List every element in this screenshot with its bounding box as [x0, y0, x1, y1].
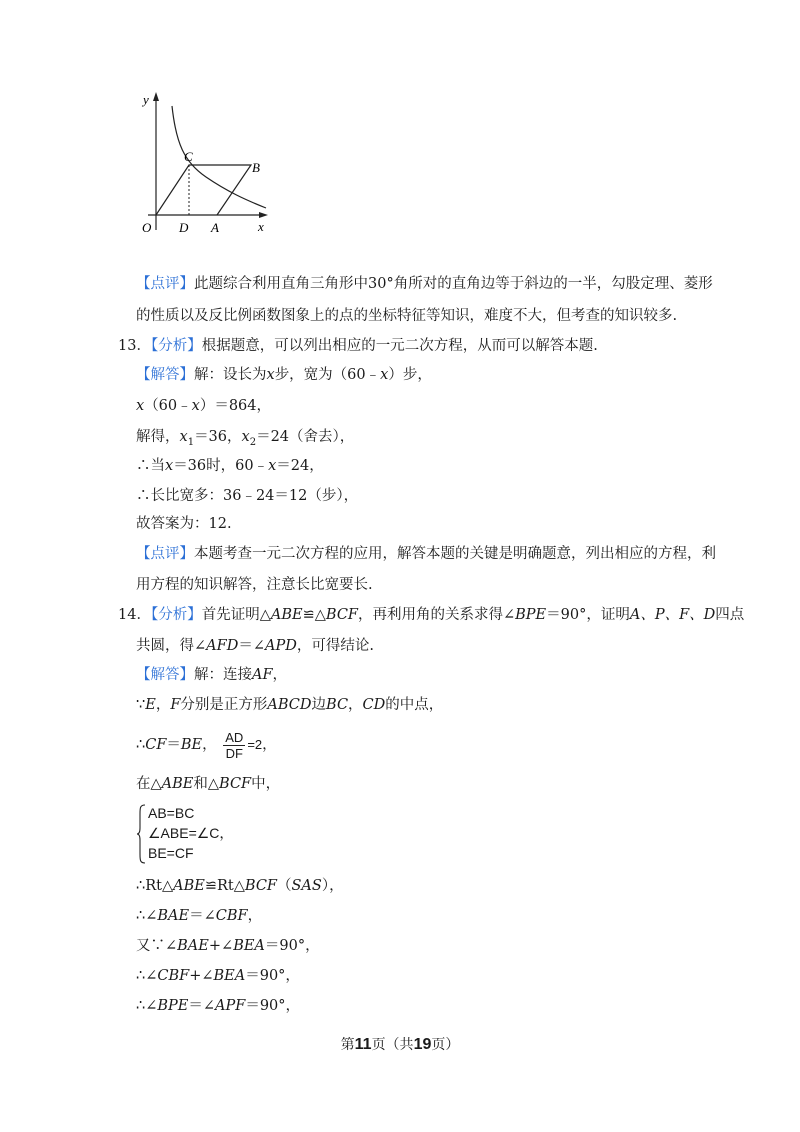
question-number: 14．: [118, 607, 151, 623]
text: ∴长比宽多：36﹣24＝12（步），: [136, 488, 359, 504]
var: BC: [326, 697, 349, 713]
var-x: x: [136, 398, 145, 414]
var: ABCD: [267, 697, 312, 713]
review-tag: 【点评】: [136, 546, 194, 562]
label-o: O: [142, 220, 152, 235]
text: ，再利用角的关系求得∠: [357, 607, 516, 623]
text: 解：设长为: [194, 367, 267, 383]
text: 故答案为：12.: [136, 516, 232, 532]
text: ∠ABE=∠C: [148, 825, 220, 841]
text: 在△: [136, 776, 162, 792]
label-b: B: [252, 160, 260, 175]
q14-answer-intro: [136, 665, 287, 685]
p12-review-line2: [136, 306, 677, 326]
text: ），: [321, 878, 344, 894]
text: 又∵∠: [136, 938, 178, 954]
q13-solution: [136, 427, 354, 453]
rhombus: [156, 165, 251, 215]
var-x: x: [268, 458, 277, 474]
page-footer: [0, 1034, 800, 1054]
text: ）步，: [388, 367, 432, 383]
var-x: x: [165, 458, 174, 474]
text: ）＝864，: [199, 398, 272, 414]
label-x: x: [258, 219, 264, 234]
text: ，: [202, 737, 217, 753]
text: 第: [340, 1037, 355, 1053]
hyperbola-rhombus-figure: [136, 88, 276, 240]
var: BEA: [233, 938, 265, 954]
text: ，: [155, 697, 171, 713]
q13-diff: [136, 486, 358, 506]
text: ∴∠: [136, 908, 158, 924]
q14-step2: [136, 728, 277, 762]
var: CF: [145, 737, 167, 753]
subscript: 2: [249, 436, 257, 448]
var: BEA: [213, 968, 246, 984]
q14-analysis-line2: [136, 636, 374, 656]
subscript: 1: [187, 436, 195, 448]
q14-angle-sum1: [136, 936, 320, 956]
text: 页）: [431, 1037, 460, 1053]
page-number: 11: [354, 1036, 372, 1053]
text: ＝90°，: [245, 998, 301, 1014]
q14-step1: [136, 695, 443, 715]
text: 步，宽为（60﹣: [274, 367, 381, 383]
var: ABE: [161, 776, 194, 792]
text: 页（共: [371, 1037, 414, 1053]
q13-answer-intro: [136, 365, 432, 385]
text: ∴∠: [136, 968, 158, 984]
text: ，: [219, 825, 234, 841]
var: ABE: [173, 878, 205, 894]
review-text: 本题考查一元二次方程的应用，解答本题的关键是明确题意，列出相应的方程，利: [194, 546, 716, 562]
var: APD: [264, 638, 297, 654]
var: F: [170, 697, 181, 713]
text: ＝∠: [189, 908, 216, 924]
text: ∴: [136, 737, 146, 753]
text: ，: [247, 908, 263, 924]
text: ＝36时，60﹣: [173, 458, 269, 474]
system-row-3: BE=CF: [148, 845, 194, 861]
q14-analysis-line1: [118, 605, 744, 625]
var: BCF: [244, 878, 277, 894]
analysis-tag: 【分析】: [150, 607, 202, 623]
p12-review-line1: [136, 274, 713, 294]
text: ＝90°，证明: [546, 607, 630, 623]
var: AF: [252, 667, 273, 683]
var: CBF: [215, 908, 248, 924]
q13-when: [136, 456, 324, 476]
var: BCF: [219, 776, 252, 792]
var: BCF: [325, 607, 358, 623]
text: 四点: [715, 607, 745, 623]
var: BPE: [157, 998, 189, 1014]
var-x1: x: [179, 429, 188, 445]
text: ，: [348, 697, 363, 713]
text: ∴Rt△: [136, 878, 174, 894]
var: ABE: [270, 607, 303, 623]
text: ＝24（舍去），: [256, 429, 355, 445]
text: 解得，: [136, 429, 180, 445]
label-y: y: [143, 92, 149, 107]
text: ＝90°，: [245, 968, 300, 984]
system-row-2: [148, 824, 233, 842]
q14-right-angle: [136, 996, 300, 1016]
answer-tag: 【解答】: [136, 367, 194, 383]
y-axis-arrow: [153, 92, 159, 101]
q14-congruent: [136, 876, 344, 896]
text: （60﹣: [144, 398, 192, 414]
question-number: 13．: [118, 338, 151, 354]
answer-tag: 【解答】: [136, 667, 194, 683]
var: BAE: [157, 908, 190, 924]
fraction-value: =2: [247, 737, 263, 752]
text: 分别是正方形: [180, 697, 268, 713]
label-a: A: [211, 220, 219, 235]
var: E: [145, 697, 156, 713]
brace-icon: [136, 804, 146, 864]
q13-equation: [136, 396, 271, 416]
text: ，: [272, 667, 288, 683]
q13-final: [136, 514, 232, 534]
var: SAS: [291, 878, 322, 894]
var-x: x: [191, 398, 200, 414]
text: 的中点，: [385, 697, 444, 713]
system-row-1: AB=BC: [148, 805, 195, 821]
total-pages: 19: [413, 1036, 432, 1053]
var-x: x: [380, 367, 389, 383]
var: CD: [362, 697, 386, 713]
q14-angle-eq: [136, 906, 262, 926]
review-text: 用方程的知识解答，注意长比宽要长.: [136, 577, 373, 593]
text: ∴∠: [136, 998, 158, 1014]
numerator: AD: [225, 729, 244, 745]
review-text: 此题综合利用直角三角形中30°角所对的直角边等于斜边的一半，勾股定理、菱形: [194, 276, 713, 292]
text: 中，: [251, 776, 281, 792]
text: +∠: [208, 938, 234, 954]
review-tag: 【点评】: [136, 276, 194, 292]
text: ＝∠: [188, 998, 216, 1014]
text: ∴当: [136, 458, 165, 474]
text: ≌△: [302, 607, 326, 623]
label-c: C: [184, 149, 193, 164]
text: ＝90°，: [264, 938, 320, 954]
equation-system: [136, 804, 246, 864]
var: CBF: [157, 968, 190, 984]
q14-angle-sum2: [136, 966, 300, 986]
text: （: [276, 878, 292, 894]
text: 边: [311, 697, 327, 713]
text: ，: [262, 737, 277, 753]
text: ＝36，: [194, 429, 242, 445]
q13-review-line2: [136, 575, 373, 595]
var: A、P、F、D: [629, 607, 716, 623]
text: ，可得结论.: [296, 638, 374, 654]
var: AFD: [206, 638, 239, 654]
var-x: x: [266, 367, 275, 383]
var: BPE: [515, 607, 547, 623]
text: +∠: [189, 968, 214, 984]
q14-step3: [136, 774, 280, 794]
label-d: D: [179, 220, 189, 235]
text: ∵: [136, 697, 146, 713]
q13-review-line1: [136, 544, 716, 564]
var: BE: [180, 737, 203, 753]
var: APF: [215, 998, 246, 1014]
fraction-ad-df: [223, 730, 245, 761]
text: ＝: [166, 737, 181, 753]
review-text: 的性质以及反比例函数图象上的点的坐标特征等知识，难度不大，但考查的知识较多.: [136, 308, 678, 324]
text: ＝24，: [276, 458, 324, 474]
analysis-tag: 【分析】: [150, 338, 202, 354]
text: 首先证明△: [201, 607, 271, 623]
x-axis-arrow: [259, 212, 268, 218]
text: 和△: [193, 776, 220, 792]
denominator: DF: [225, 745, 243, 761]
var: BAE: [177, 938, 209, 954]
q13-analysis: [118, 336, 598, 356]
text: ＝∠: [238, 638, 265, 654]
text: ≌Rt△: [204, 878, 245, 894]
text: 共圆，得∠: [136, 638, 207, 654]
analysis-text: 根据题意，可以列出相应的一元二次方程，从而可以解答本题.: [201, 338, 598, 354]
text: 解：连接: [194, 667, 252, 683]
var-x2: x: [241, 429, 250, 445]
